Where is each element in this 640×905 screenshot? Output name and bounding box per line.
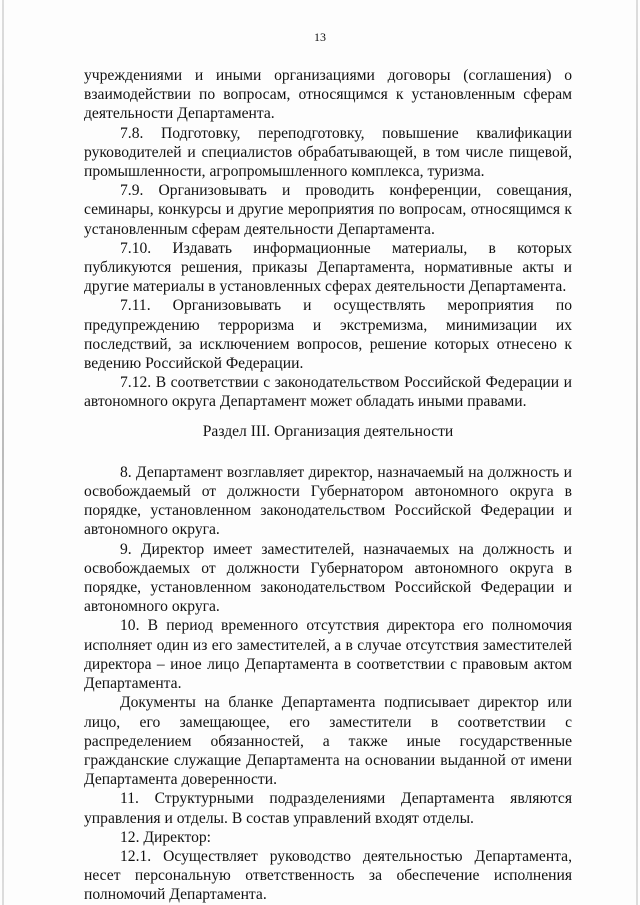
paragraph: 12.1. Осуществляет руководство деятельностью Департамента, несет персональную ответственность за обеспечение исполнения полномочий Департамента. bbox=[84, 847, 572, 904]
paragraph: 9. Директор имеет заместителей, назначаемых на должность и освобождаемых от должности Губернатором автономного округа в порядке, установленном законодательством Российской Федерации и автономного округа. bbox=[84, 540, 572, 616]
document-body bbox=[84, 66, 572, 905]
paragraph: 8. Департамент возглавляет директор, назначаемый на должность и освобождаемый от должности Губернатором автономного округа в порядке, установленном законодательством Российской Федерации и автономного округа. bbox=[84, 463, 572, 539]
scan-edge-right bbox=[636, 0, 638, 905]
paragraph: 7.11. Организовывать и осуществлять мероприятия по предупреждению терроризма и экстремизма, минимизации их последствий, за исключением вопросов, решение которых отнесено к ведению Российской Федерации. bbox=[84, 297, 572, 373]
paragraph: 7.10. Издавать информационные материалы, в которых публикуются решения, приказы Департамента, нормативные акты и другие материалы в установленных сферах деятельности Департамента. bbox=[84, 239, 572, 296]
paragraph: 7.9. Организовывать и проводить конференции, совещания, семинары, конкурсы и другие мероприятия по вопросам, относящимся к установленным сферам деятельности Департамента. bbox=[84, 182, 572, 238]
paragraph: 10. В период временного отсутствия директора его полномочия исполняет один из его заместителей, а в случае отсутствия заместителей директора – иное лицо Департамента в соответствии с правовым актом Департамента. bbox=[84, 617, 572, 693]
paragraph: 7.12. В соответствии с законодательством Российской Федерации и автономного округа Департамент может обладать иными правами. bbox=[84, 374, 572, 411]
paragraph: 12. Директор: bbox=[120, 828, 211, 846]
section-heading: Раздел III. Организация деятельности bbox=[202, 422, 454, 440]
paragraph: Документы на бланке Департамента подписывает директор или лицо, его замещающее, его заместители в соответствии с распределением обязанностей, а также иные государственные гражданские служащие Департамента на основании выданной от имени Департамента доверенности. bbox=[84, 694, 572, 789]
page-number: 13 bbox=[314, 30, 326, 44]
paragraph: 7.8. Подготовку, переподготовку, повышение квалификации руководителей и специалистов обрабатывающей, в том числе пищевой, промышленности, агропромышленного комплекса, туризма. bbox=[84, 124, 572, 181]
paragraph: 11. Структурными подразделениями Департамента являются управления и отделы. В состав управлений входят отделы. bbox=[84, 790, 572, 827]
scan-edge-left bbox=[2, 0, 4, 905]
paragraph: учреждениями и иными организациями договоры (соглашения) о взаимодействии по вопросам, относящимся к установленным сферам деятельности Департамента. bbox=[84, 67, 572, 123]
